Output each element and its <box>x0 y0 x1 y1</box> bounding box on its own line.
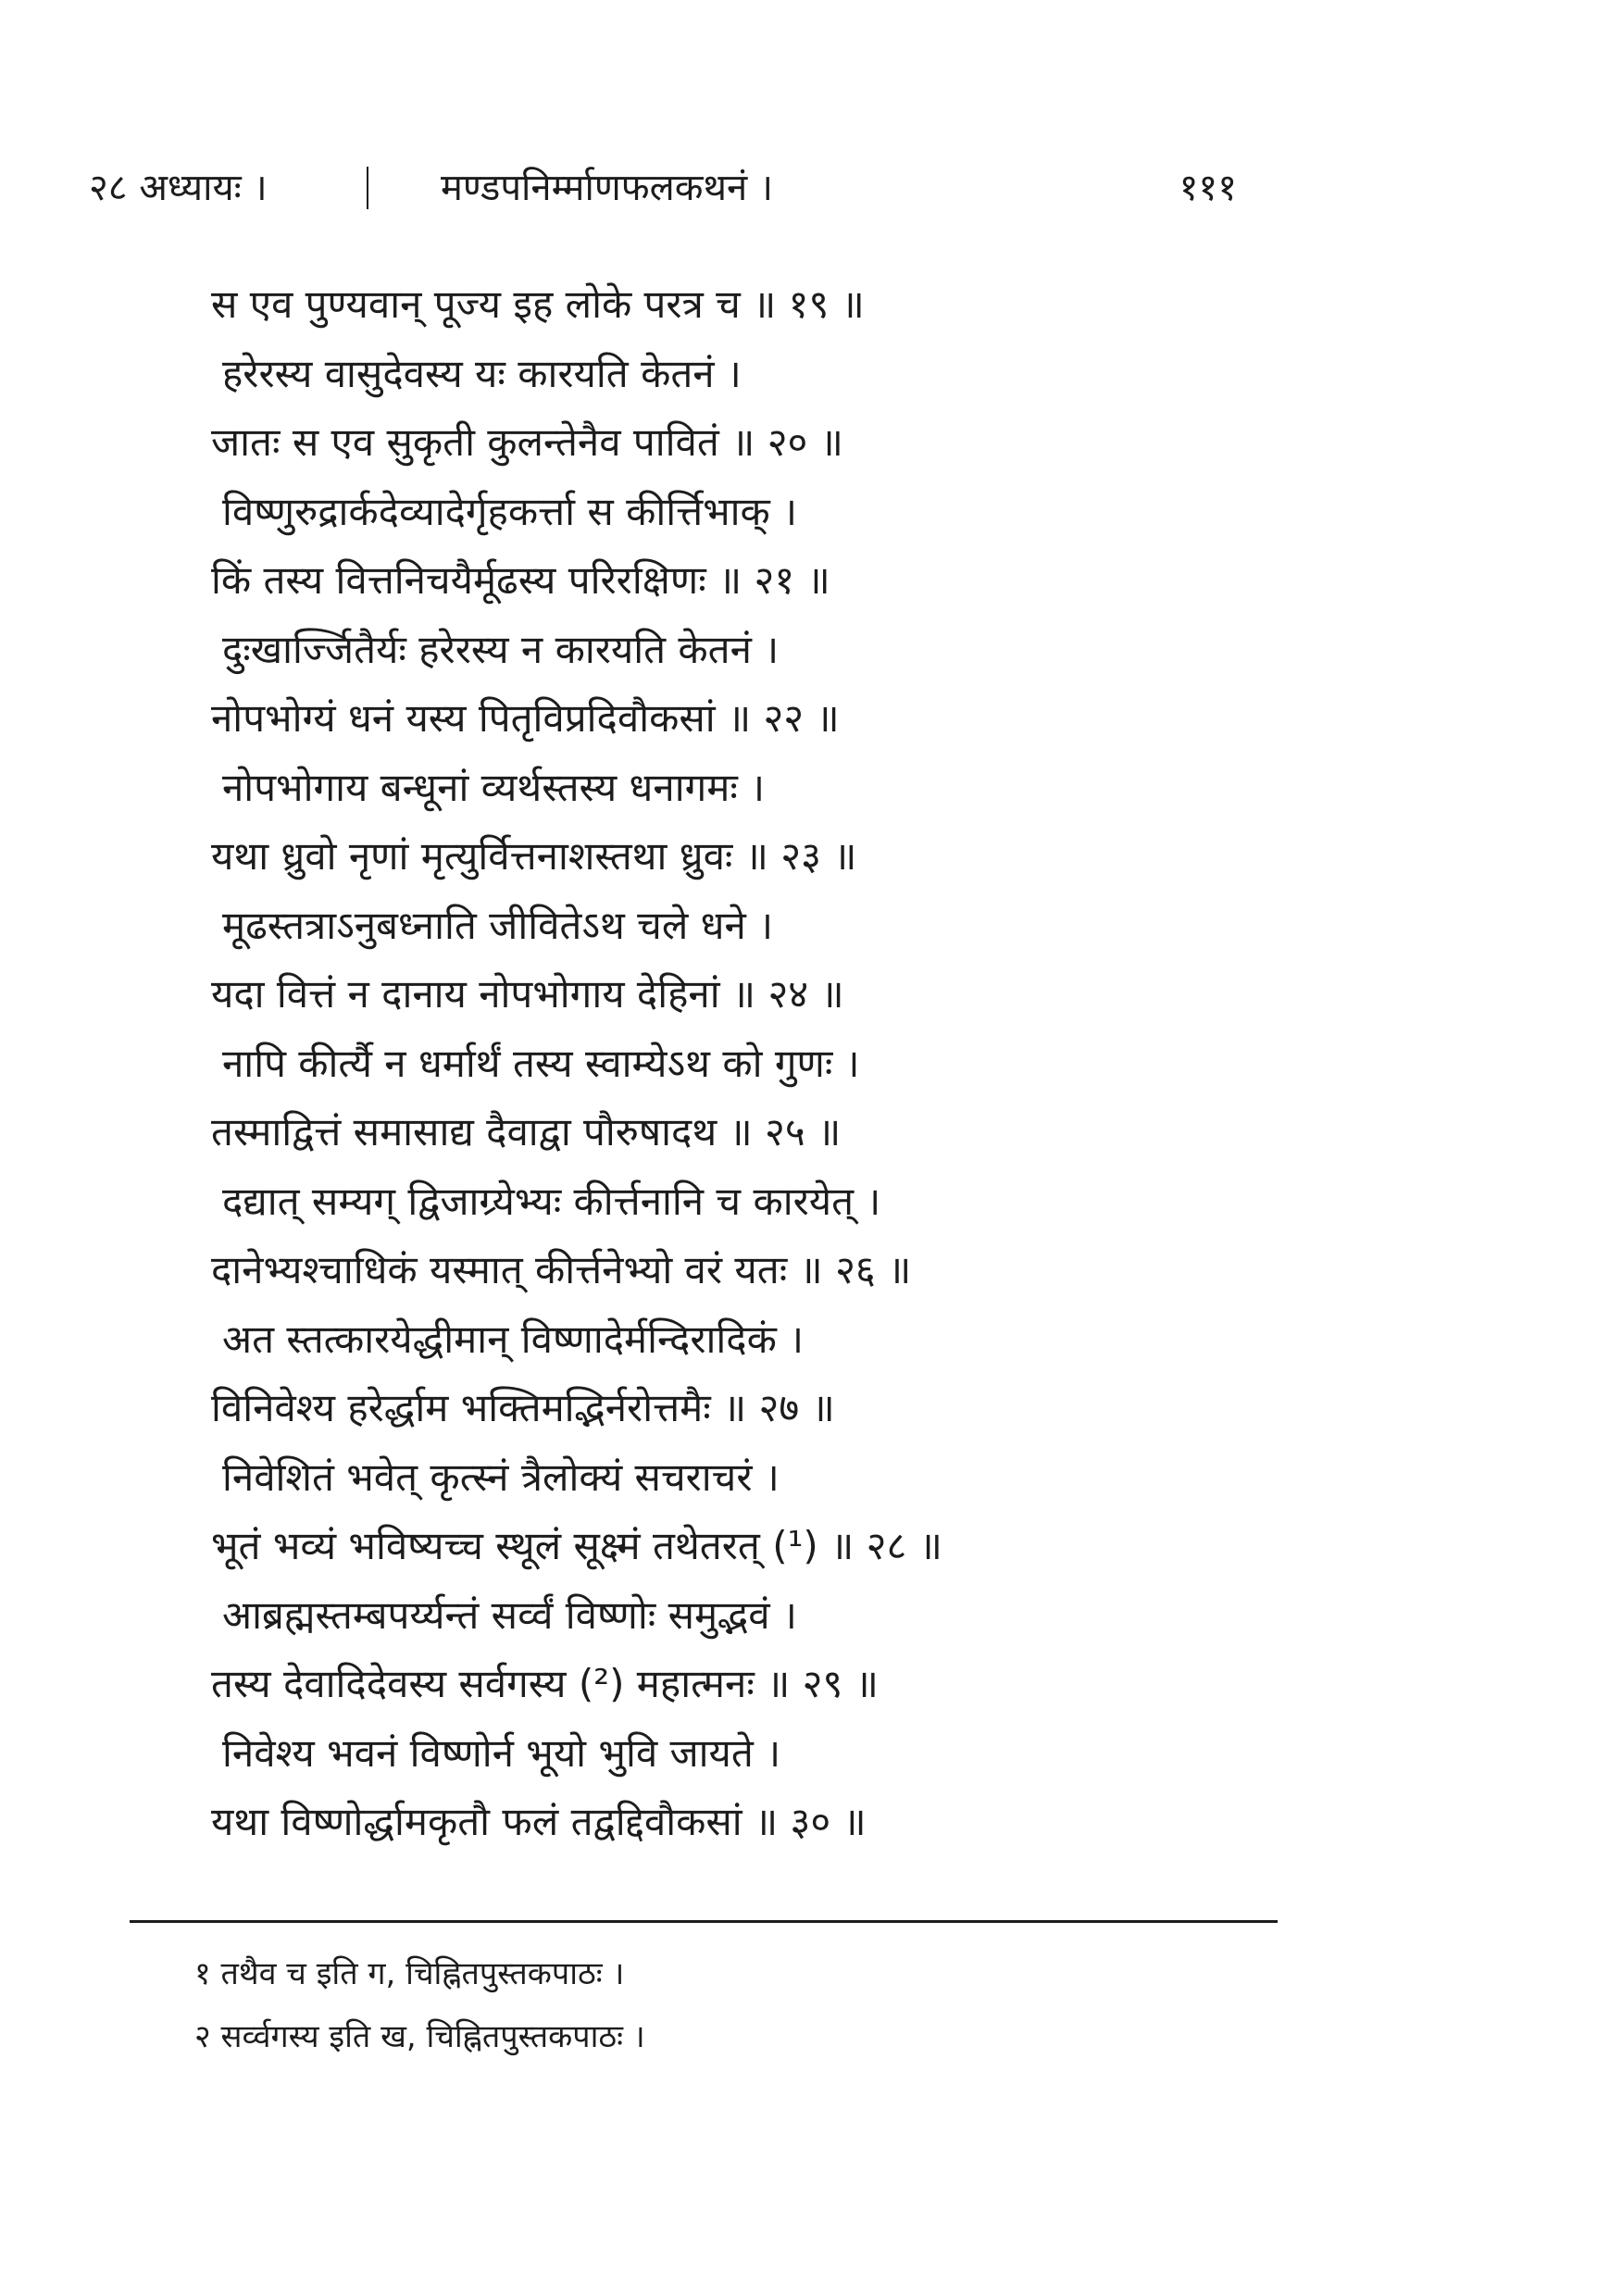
verse-line: स एव पुण्यवान् पूज्य इह लोके परत्र च ॥ १९ ॥ <box>211 281 865 327</box>
verse-line: विनिवेश्य हरेर्द्धाम भक्तिमद्भिर्नरोत्तमैः ॥ २७ ॥ <box>211 1385 835 1430</box>
verse-line: तस्माद्वित्तं समासाद्य दैवाद्वा पौरुषादथ ॥ २५ ॥ <box>211 1109 842 1154</box>
footnote-divider <box>130 1920 1278 1923</box>
verse-line: किं तस्य वित्तनिचयैर्मूढस्य परिरक्षिणः ॥ २१ ॥ <box>211 557 830 603</box>
page-number: १११ <box>1179 167 1237 209</box>
header-divider <box>367 167 368 209</box>
verse-line: दुःखार्ज्जितैर्यः हरेरस्य न कारयति केतनं । <box>222 626 780 672</box>
footnotes <box>194 1942 1213 2068</box>
verse-line: आब्रह्मस्तम्बपर्य्यन्तं सर्व्वं विष्णोः समुद्भवं । <box>222 1591 797 1638</box>
verse-line: भूतं भव्यं भविष्यच्च स्थूलं सूक्ष्मं तथेतरत् (¹) ॥ २८ ॥ <box>211 1523 942 1568</box>
chapter-label: २८ अध्यायः । <box>89 167 268 209</box>
verse-line: नापि कीर्त्यै न धर्मार्थं तस्य स्वाम्येऽथ को गुणः । <box>222 1040 860 1086</box>
verse-line: यथा ध्रुवो नृणां मृत्युर्वित्तनाशस्तथा ध्रुवः ॥ २३ ॥ <box>211 833 857 879</box>
verse-block <box>211 270 1276 1857</box>
verse-line: जातः स एव सुकृती कुलन्तेनैव पावितं ॥ २० ॥ <box>211 419 843 465</box>
verse-line: नोपभोगाय बन्धूनां व्यर्थस्तस्य धनागमः । <box>222 764 766 810</box>
verse-line: निवेशितं भवेत् कृत्स्नं त्रैलोक्यं सचराचरं । <box>222 1454 780 1500</box>
verse-line: तस्य देवादिदेवस्य सर्वगस्य (²) महात्मनः ॥ २९ ॥ <box>211 1661 879 1706</box>
verse-line: यथा विष्णोर्द्धामकृतौ फलं तद्वद्दिवौकसां ॥ ३० ॥ <box>211 1799 867 1844</box>
footnote-item: २ सर्व्वगस्य इति ख, चिह्नितपुस्तकपाठः । <box>194 2018 645 2055</box>
verse-line: अत स्तत्कारयेद्धीमान् विष्णादेर्मन्दिरादिकं । <box>222 1316 805 1362</box>
page-header <box>89 156 1237 220</box>
verse-line: दानेभ्यश्चाधिकं यस्मात् कीर्त्तनेभ्यो वरं यतः ॥ २६ ॥ <box>211 1247 912 1292</box>
footnote-item: १ तथैव च इति ग, चिह्नितपुस्तकपाठः । <box>194 1955 625 1992</box>
verse-line: विष्णुरुद्रार्कदेव्यादेर्गृहकर्त्ता स कीर्त्तिभाक् । <box>222 488 798 534</box>
verse-line: दद्यात् सम्यग् द्विजाग्र्येभ्यः कीर्त्तनानि च कारयेत् । <box>222 1178 881 1224</box>
verse-line: मूढस्तत्राऽनुबध्नाति जीवितेऽथ चले धने । <box>222 902 774 948</box>
running-title: मण्डपनिर्म्माणफलकथनं । <box>441 167 774 209</box>
verse-line: नोपभोग्यं धनं यस्य पितृविप्रदिवौकसां ॥ २२ ॥ <box>211 695 840 741</box>
verse-line: यदा वित्तं न दानाय नोपभोगाय देहिनां ॥ २४ ॥ <box>211 971 844 1017</box>
verse-line: हरेरस्य वासुदेवस्य यः कारयति केतनं । <box>222 350 742 396</box>
verse-line: निवेश्य भवनं विष्णोर्न भूयो भुवि जायते । <box>222 1729 781 1776</box>
